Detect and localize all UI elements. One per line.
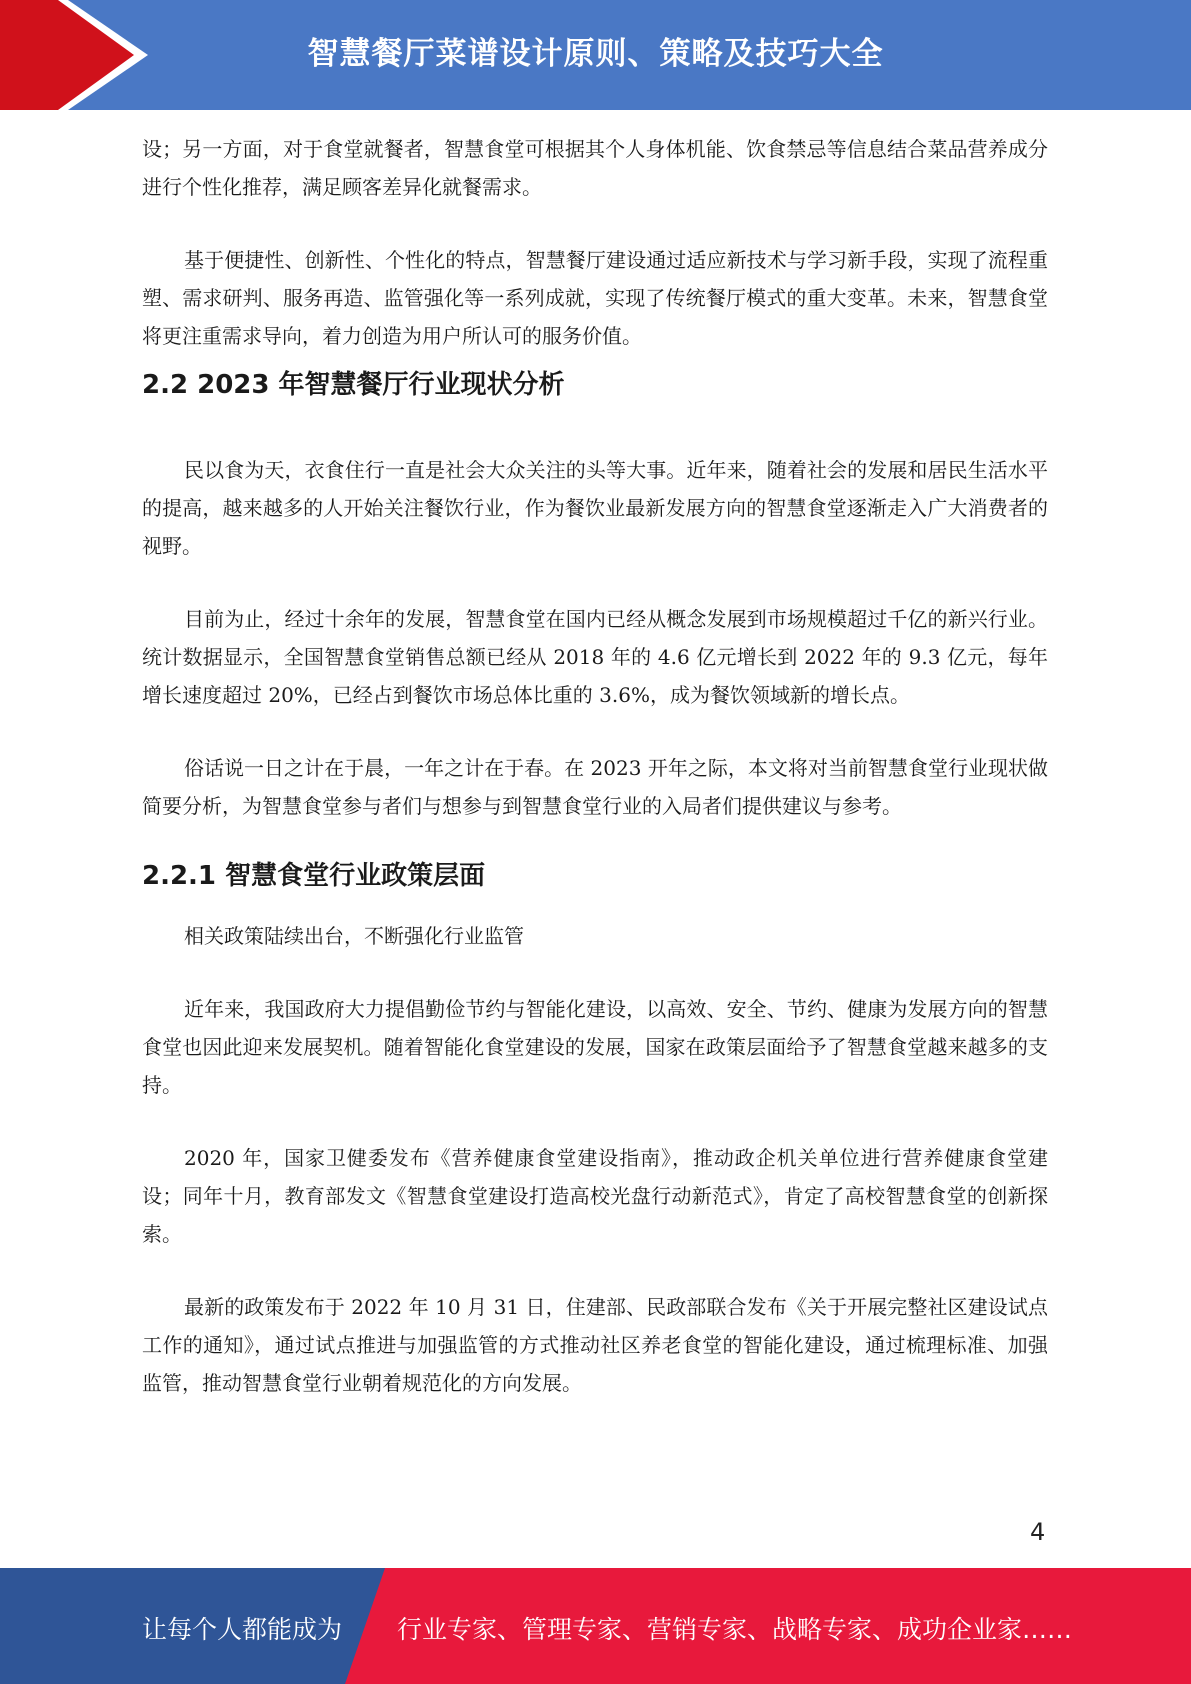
paragraph: 俗话说一日之计在于晨，一年之计在于春。在 2023 开年之际，本文将对当前智慧食堂行业现状做简要分析，为智慧食堂参与者们与想参与到智慧食堂行业的入局者们提供建议与参考。 xyxy=(142,756,1048,818)
page-content xyxy=(142,130,1048,1402)
header-band xyxy=(0,0,1191,110)
paragraph: 目前为止，经过十余年的发展，智慧食堂在国内已经从概念发展到市场规模超过千亿的新兴行业。统计数据显示，全国智慧食堂销售总额已经从 2018 年的 4.6 亿元增长到 2022 年的 9.3 亿元，每年增长速度超过 20%，已经占到餐饮市场总体比重的 3.6%，成为餐饮领域新的增长点。 xyxy=(142,607,1048,707)
footer-slogan-left: 让每个人都能成为 xyxy=(142,1615,343,1644)
paragraph: 基于便捷性、创新性、个性化的特点，智慧餐厅建设通过适应新技术与学习新手段，实现了流程重塑、需求研判、服务再造、监管强化等一系列成就，实现了传统餐厅模式的重大变革。未来，智慧食堂将更注重需求导向，着力创造为用户所认可的服务价值。 xyxy=(142,248,1048,348)
subsection-heading: 2.2.1 智慧食堂行业政策层面 xyxy=(142,861,486,891)
paragraph: 设；另一方面，对于食堂就餐者，智慧食堂可根据其个人身体机能、饮食禁忌等信息结合菜品营养成分进行个性化推荐，满足顾客差异化就餐需求。 xyxy=(142,137,1048,199)
document-title: 智慧餐厅菜谱设计原则、策略及技巧大全 xyxy=(307,36,884,72)
page-number: 4 xyxy=(1030,1518,1046,1546)
section-heading: 2.2 2023 年智慧餐厅行业现状分析 xyxy=(142,370,565,400)
footer-slogan-right: 行业专家、管理专家、营销专家、战略专家、成功企业家…… xyxy=(397,1615,1073,1644)
paragraph: 最新的政策发布于 2022 年 10 月 31 日，住建部、民政部联合发布《关于开展完整社区建设试点工作的通知》，通过试点推进与加强监管的方式推动社区养老食堂的智能化建设，通过梳理标准、加强监管，推动智慧食堂行业朝着规范化的方向发展。 xyxy=(142,1295,1048,1395)
paragraph: 2020 年，国家卫健委发布《营养健康食堂建设指南》，推动政企机关单位进行营养健康食堂建设；同年十月，教育部发文《智慧食堂建设打造高校光盘行动新范式》，肯定了高校智慧食堂的创新探索。 xyxy=(142,1146,1048,1246)
paragraph: 近年来，我国政府大力提倡勤俭节约与智能化建设，以高效、安全、节约、健康为发展方向的智慧食堂也因此迎来发展契机。随着智能化食堂建设的发展，国家在政策层面给予了智慧食堂越来越多的支持。 xyxy=(142,997,1048,1097)
paragraph: 相关政策陆续出台，不断强化行业监管 xyxy=(184,924,524,948)
paragraph: 民以食为天，衣食住行一直是社会大众关注的头等大事。近年来，随着社会的发展和居民生活水平的提高，越来越多的人开始关注餐饮行业，作为餐饮业最新发展方向的智慧食堂逐渐走入广大消费者的视野。 xyxy=(142,458,1048,558)
footer-band xyxy=(0,1568,1191,1684)
